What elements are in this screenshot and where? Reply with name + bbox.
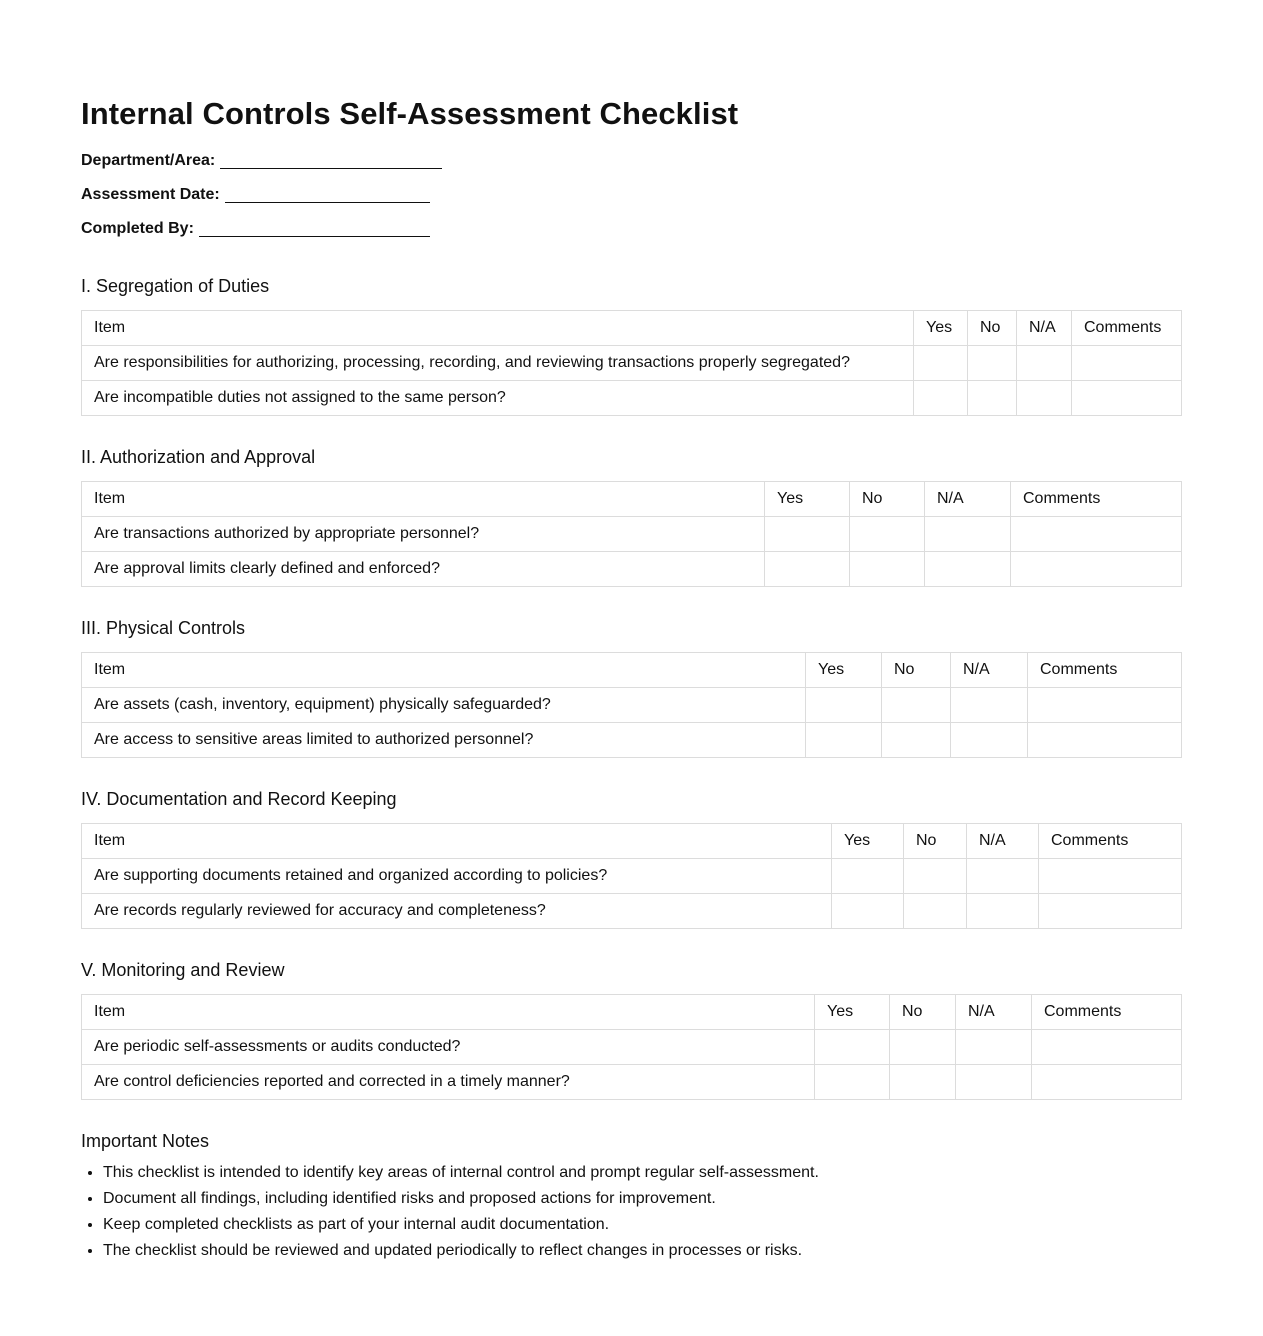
checklist-table — [81, 310, 1182, 416]
item-text: Are records regularly reviewed for accuracy and completeness? — [82, 894, 832, 929]
header-no: No — [850, 482, 925, 517]
table-row — [82, 859, 1182, 894]
na-cell[interactable] — [967, 894, 1039, 929]
header-item: Item — [82, 653, 806, 688]
na-cell[interactable] — [951, 723, 1028, 758]
no-cell[interactable] — [890, 1030, 956, 1065]
list-item: • This checklist is intended to identify key areas of internal control and prompt regular self-assessment. — [103, 1160, 1182, 1186]
checklist-table — [81, 823, 1182, 929]
comments-cell[interactable] — [1032, 1065, 1182, 1100]
completed-by-field — [81, 212, 1182, 246]
yes-cell[interactable] — [832, 859, 904, 894]
notes-list — [81, 1160, 1182, 1264]
comments-cell[interactable] — [1028, 688, 1182, 723]
table-row — [82, 381, 1182, 416]
header-na: N/A — [951, 653, 1028, 688]
header-na: N/A — [925, 482, 1011, 517]
no-cell[interactable] — [882, 688, 951, 723]
na-cell[interactable] — [951, 688, 1028, 723]
item-text: Are assets (cash, inventory, equipment) physically safeguarded? — [82, 688, 806, 723]
header-comments: Comments — [1032, 995, 1182, 1030]
section-physical-controls — [81, 617, 1182, 758]
yes-cell[interactable] — [815, 1065, 890, 1100]
header-item: Item — [82, 995, 815, 1030]
comments-cell[interactable] — [1028, 723, 1182, 758]
table-row — [82, 517, 1182, 552]
section-segregation — [81, 275, 1182, 416]
table-header-row — [82, 482, 1182, 517]
item-text: Are incompatible duties not assigned to the same person? — [82, 381, 914, 416]
header-no: No — [890, 995, 956, 1030]
na-cell[interactable] — [1017, 346, 1072, 381]
table-row — [82, 894, 1182, 929]
header-yes: Yes — [765, 482, 850, 517]
section-monitoring — [81, 959, 1182, 1100]
header-yes: Yes — [914, 311, 968, 346]
checklist-table — [81, 481, 1182, 587]
header-yes: Yes — [832, 824, 904, 859]
na-cell[interactable] — [925, 552, 1011, 587]
header-comments: Comments — [1039, 824, 1182, 859]
header-comments: Comments — [1028, 653, 1182, 688]
header-fields — [81, 144, 1182, 246]
yes-cell[interactable] — [765, 517, 850, 552]
table-header-row — [82, 824, 1182, 859]
header-na: N/A — [1017, 311, 1072, 346]
no-cell[interactable] — [850, 552, 925, 587]
table-header-row — [82, 995, 1182, 1030]
no-cell[interactable] — [890, 1065, 956, 1100]
no-cell[interactable] — [850, 517, 925, 552]
item-text: Are transactions authorized by appropriate personnel? — [82, 517, 765, 552]
header-item: Item — [82, 824, 832, 859]
completed-by-label: Completed By: — [81, 220, 194, 237]
yes-cell[interactable] — [914, 381, 968, 416]
page-title: Internal Controls Self-Assessment Checklist — [81, 96, 739, 131]
table-row — [82, 1030, 1182, 1065]
header-no: No — [882, 653, 951, 688]
yes-cell[interactable] — [815, 1030, 890, 1065]
header-na: N/A — [956, 995, 1032, 1030]
na-cell[interactable] — [956, 1065, 1032, 1100]
assessment-date-input-line[interactable] — [225, 188, 430, 203]
assessment-date-field — [81, 178, 1182, 212]
no-cell[interactable] — [882, 723, 951, 758]
item-text: Are control deficiencies reported and corrected in a timely manner? — [82, 1065, 815, 1100]
header-comments: Comments — [1011, 482, 1182, 517]
no-cell[interactable] — [904, 894, 967, 929]
table-row — [82, 552, 1182, 587]
table-row — [82, 1065, 1182, 1100]
assessment-date-label: Assessment Date: — [81, 186, 220, 203]
department-label: Department/Area: — [81, 152, 216, 169]
comments-cell[interactable] — [1072, 381, 1182, 416]
comments-cell[interactable] — [1011, 517, 1182, 552]
item-text: Are access to sensitive areas limited to authorized personnel? — [82, 723, 806, 758]
section-title: III. Physical Controls — [81, 618, 246, 638]
section-documentation — [81, 788, 1182, 929]
item-text: Are responsibilities for authorizing, processing, recording, and reviewing transactions properly segregated? — [82, 346, 914, 381]
item-text: Are supporting documents retained and organized according to policies? — [82, 859, 832, 894]
comments-cell[interactable] — [1039, 859, 1182, 894]
na-cell[interactable] — [956, 1030, 1032, 1065]
section-authorization — [81, 446, 1182, 587]
yes-cell[interactable] — [832, 894, 904, 929]
na-cell[interactable] — [967, 859, 1039, 894]
comments-cell[interactable] — [1011, 552, 1182, 587]
header-yes: Yes — [815, 995, 890, 1030]
header-item: Item — [82, 311, 914, 346]
section-title: IV. Documentation and Record Keeping — [81, 789, 397, 809]
yes-cell[interactable] — [806, 688, 882, 723]
important-notes — [81, 1130, 1182, 1264]
table-header-row — [82, 311, 1182, 346]
yes-cell[interactable] — [806, 723, 882, 758]
na-cell[interactable] — [925, 517, 1011, 552]
header-no: No — [968, 311, 1017, 346]
table-header-row — [82, 653, 1182, 688]
section-title: II. Authorization and Approval — [81, 447, 316, 467]
no-cell[interactable] — [904, 859, 967, 894]
yes-cell[interactable] — [914, 346, 968, 381]
checklist-table — [81, 994, 1182, 1100]
header-no: No — [904, 824, 967, 859]
item-text: Are approval limits clearly defined and enforced? — [82, 552, 765, 587]
checklist-table — [81, 652, 1182, 758]
comments-cell[interactable] — [1032, 1030, 1182, 1065]
notes-title: Important Notes — [81, 1131, 210, 1151]
department-field — [81, 144, 1182, 178]
table-row — [82, 723, 1182, 758]
table-row — [82, 346, 1182, 381]
na-cell[interactable] — [1017, 381, 1072, 416]
header-item: Item — [82, 482, 765, 517]
section-title: V. Monitoring and Review — [81, 960, 285, 980]
completed-by-input-line[interactable] — [199, 222, 430, 237]
list-item: • The checklist should be reviewed and updated periodically to reflect changes in processes or risks. — [103, 1238, 1182, 1264]
table-row — [82, 688, 1182, 723]
department-input-line[interactable] — [220, 154, 442, 169]
list-item: • Keep completed checklists as part of your internal audit documentation. — [103, 1212, 1182, 1238]
comments-cell[interactable] — [1039, 894, 1182, 929]
item-text: Are periodic self-assessments or audits conducted? — [82, 1030, 815, 1065]
no-cell[interactable] — [968, 381, 1017, 416]
header-yes: Yes — [806, 653, 882, 688]
no-cell[interactable] — [968, 346, 1017, 381]
comments-cell[interactable] — [1072, 346, 1182, 381]
yes-cell[interactable] — [765, 552, 850, 587]
header-na: N/A — [967, 824, 1039, 859]
list-item: • Document all findings, including identified risks and proposed actions for improvement. — [103, 1186, 1182, 1212]
section-title: I. Segregation of Duties — [81, 276, 270, 296]
header-comments: Comments — [1072, 311, 1182, 346]
